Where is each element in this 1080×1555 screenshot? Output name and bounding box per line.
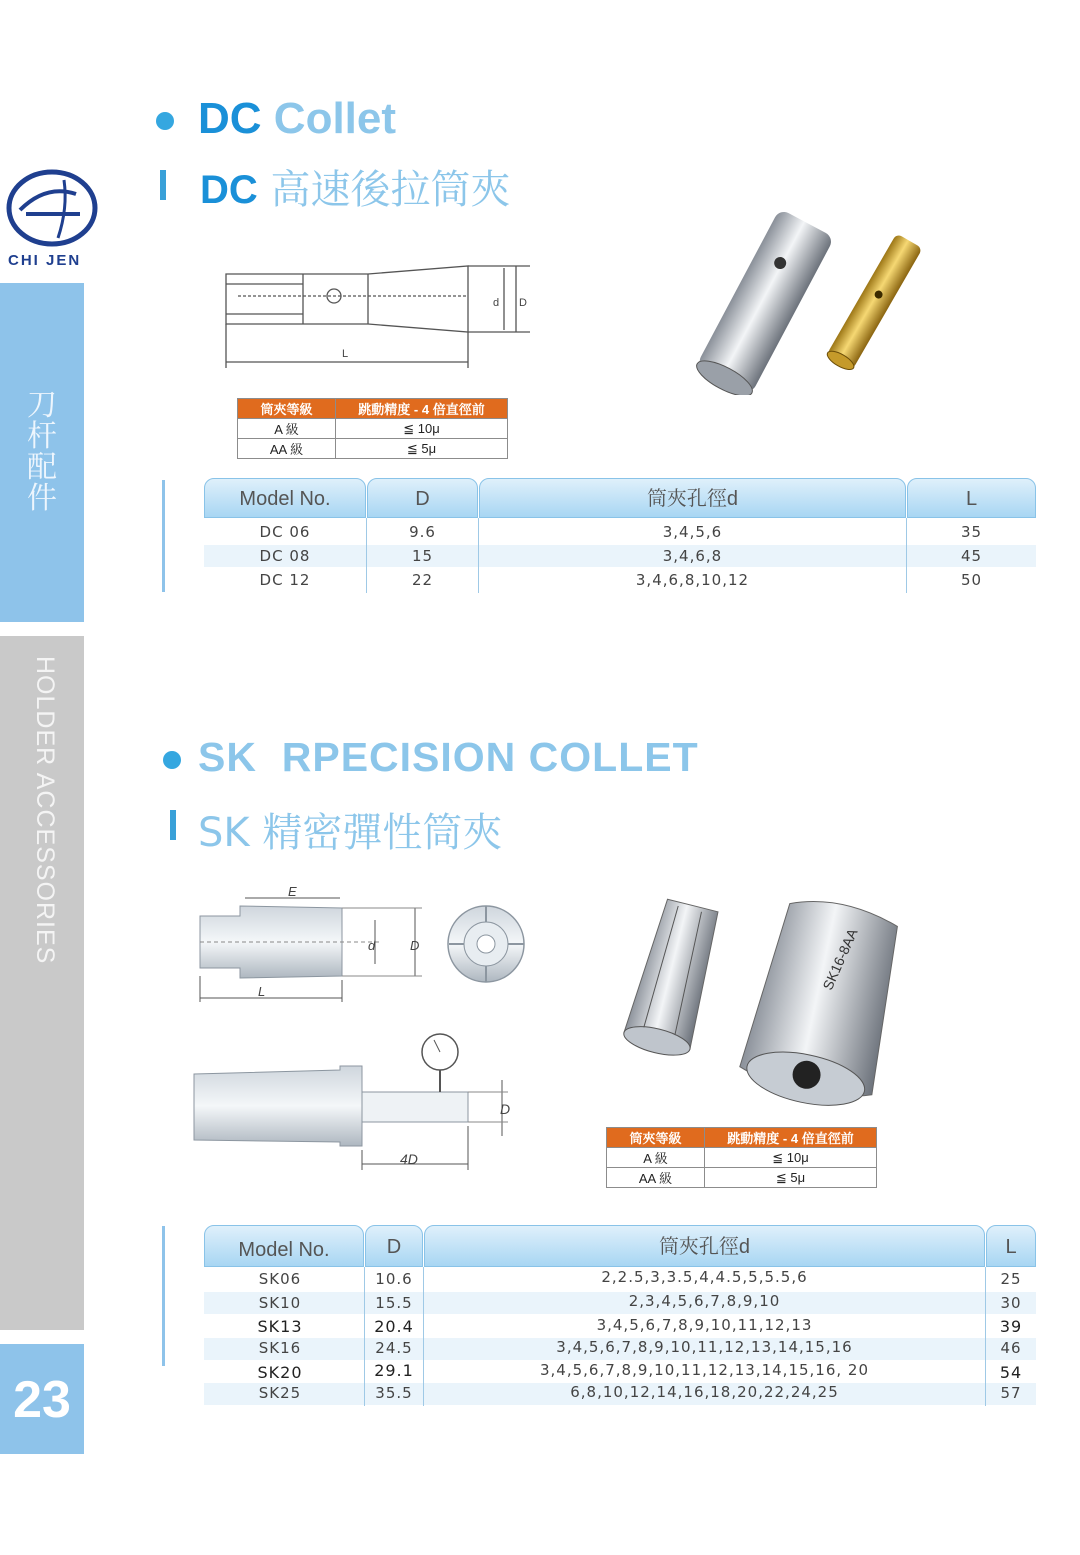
sk-D-cell: 15.5 [375,1294,413,1312]
sk-L-cell: 54 [999,1363,1023,1382]
sk-spec-runout: ≦ 5μ [705,1168,877,1188]
table-row [204,1383,1036,1405]
sk-collet-drawing [190,880,540,1005]
dc-header-D: D [367,478,478,518]
table-divider [364,1267,365,1406]
dc-bore-cell: 3,4,6,8 [662,547,723,565]
sk-dim-E-label: E [288,884,297,899]
dc-title-suffix: Collet [273,94,397,143]
dc-title-prefix: DC [198,94,262,143]
table-row [204,1292,1036,1314]
sk-header-D: D [365,1225,423,1267]
sk-header-model: Model No. [204,1225,364,1267]
sk-test-dim-4D-label: 4D [400,1151,418,1167]
dc-spec-header-grade: 筒夾等級 [238,399,336,419]
table-row [204,1316,1036,1338]
dc-D-cell: 15 [411,547,434,565]
table-row [204,521,1036,543]
dc-spec-runout: ≦ 10μ [336,419,508,439]
sk-spec-grade: A 級 [607,1148,705,1168]
table-divider [423,1267,424,1406]
sk-subtitle: SK 精密彈性筒夾 [198,810,503,856]
sk-dim-L-label: L [258,984,266,999]
sidebar-category-en: HOLDER ACCESSORIES [31,656,59,965]
sk-runout-test-drawing [190,1030,520,1175]
sk-model-cell: SK13 [257,1317,303,1336]
dc-D-cell: 9.6 [409,523,436,541]
dc-bore-cell: 3,4,6,8,10,12 [635,571,750,589]
dc-table-accent-bar [162,480,165,592]
table-row [204,1360,1036,1382]
sk-L-cell: 46 [1000,1339,1022,1357]
table-row [204,569,1036,591]
sk-L-cell: 30 [1000,1294,1022,1312]
sk-D-cell: 29.1 [374,1361,414,1380]
sk-bore-cell: 3,4,5,6,7,8,9,10,11,12,13,14,15,16, 20 [539,1361,870,1379]
sk-product-mark: SK16-8AA [819,926,861,993]
bullet-bar-icon [160,170,166,200]
dc-header-L: L [907,478,1036,518]
dc-dim-D-label: D [519,297,527,309]
dc-dim-L-label: L [342,348,349,360]
sk-bore-cell: 2,3,4,5,6,7,8,9,10 [628,1292,781,1310]
dc-D-cell: 22 [411,571,434,589]
sk-header-L: L [986,1225,1036,1267]
dc-model-cell: DC 08 [259,547,311,565]
sk-dim-d-label: d [368,938,376,953]
sk-bore-cell: 3,4,5,6,7,8,9,10,11,12,13 [596,1316,813,1334]
sk-model-cell: SK06 [258,1270,302,1288]
dc-L-cell: 45 [960,547,983,565]
chi-jen-logo-icon [6,168,98,248]
dc-bore-cell: 3,4,5,6 [662,523,723,541]
dc-spec-grade: A 級 [238,419,336,439]
dc-model-cell: DC 06 [259,523,311,541]
dc-title [198,94,396,144]
dc-header-bore: 筒夾孔徑d [479,478,906,518]
dc-accuracy-table [237,398,508,459]
table-row [204,545,1036,567]
sk-accuracy-table [606,1127,877,1188]
sk-model-cell: SK10 [258,1294,302,1312]
brand-name: CHI JEN [8,252,82,269]
sidebar-category-cn: 刀杆配件 [27,388,57,516]
sk-spec-header-grade: 筒夾等級 [607,1128,705,1148]
bullet-bar-icon [170,810,176,840]
dc-model-cell: DC 12 [259,571,311,589]
sk-title: SK RPECISION COLLET [198,734,699,780]
dc-subtitle-prefix: DC [200,168,258,212]
sk-bore-cell: 2,2.5,3,3.5,4,4.5,5,5.5,6 [601,1268,808,1286]
sk-model-cell: SK25 [258,1384,302,1402]
sk-D-cell: 35.5 [375,1384,413,1402]
sk-bore-cell: 3,4,5,6,7,8,9,10,11,12,13,14,15,16 [556,1338,853,1356]
sk-test-dim-D-label: D [500,1101,511,1117]
table-divider [906,518,907,593]
sk-header-bore: 筒夾孔徑d [424,1225,985,1267]
dc-collet-photo [672,210,942,395]
sk-table-accent-bar [162,1226,165,1366]
dc-dim-d-label: d [493,297,500,309]
table-row [204,1338,1036,1360]
dc-collet-drawing [218,262,538,372]
sk-collet-photo [610,892,910,1112]
sk-spec-grade: AA 級 [607,1168,705,1188]
sk-D-cell: 20.4 [374,1317,414,1336]
dc-subtitle-cn: 高速後拉筒夾 [270,167,511,213]
sk-L-cell: 57 [1000,1384,1022,1402]
dc-subtitle [200,158,511,215]
table-divider [366,518,367,593]
dc-spec-header-runout: 跳動精度 - 4 倍直徑前 [336,399,508,419]
sk-model-cell: SK16 [258,1339,302,1357]
dc-header-model: Model No. [204,478,366,518]
bullet-dot-icon [163,751,181,769]
sk-D-cell: 10.6 [375,1270,413,1288]
sk-L-cell: 39 [999,1317,1023,1336]
sk-model-cell: SK20 [257,1363,303,1382]
dc-spec-runout: ≦ 5μ [336,439,508,459]
bullet-dot-icon [156,112,174,130]
table-divider [478,518,479,593]
sk-bore-cell: 6,8,10,12,14,16,18,20,22,24,25 [570,1383,839,1401]
sk-L-cell: 25 [1000,1270,1022,1288]
table-row [204,1268,1036,1290]
sk-spec-runout: ≦ 10μ [705,1148,877,1168]
table-divider [985,1267,986,1406]
dc-L-cell: 35 [960,523,983,541]
dc-L-cell: 50 [960,571,983,589]
sk-spec-header-runout: 跳動精度 - 4 倍直徑前 [705,1128,877,1148]
dc-spec-grade: AA 級 [238,439,336,459]
sk-D-cell: 24.5 [375,1339,413,1357]
page-number: 23 [13,1371,71,1429]
sk-dim-D-label: D [410,938,420,953]
